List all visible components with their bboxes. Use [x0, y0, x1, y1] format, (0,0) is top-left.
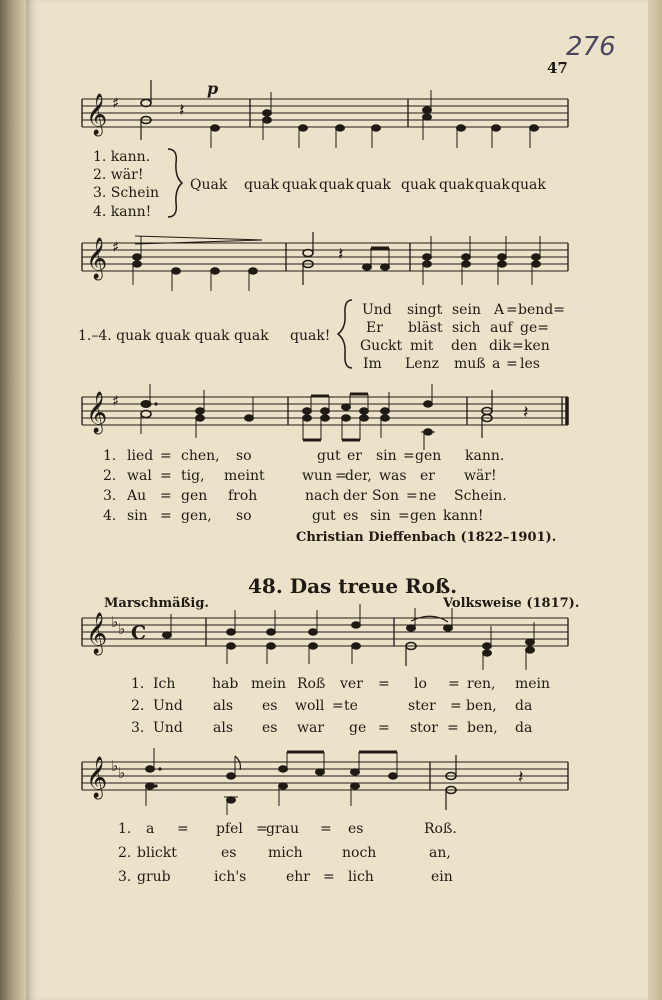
lyric-syllable: muß — [454, 356, 486, 372]
lyric-syllable: es — [348, 821, 364, 837]
lyric-syllable: nach — [305, 488, 340, 504]
lyric-syllable: dik — [489, 338, 511, 354]
lyric-syllable: grub — [137, 869, 171, 885]
lyric-syllable: = — [378, 720, 390, 736]
refrain-word: quak — [401, 177, 436, 193]
sharp-icon: ♯ — [112, 94, 120, 112]
lyric-syllable: grau — [266, 821, 300, 837]
lyric-syllable: noch — [342, 845, 377, 861]
lyric-syllable: = — [177, 821, 189, 837]
lyric-syllable: Er — [366, 320, 383, 336]
lyric-syllable: 4. — [103, 508, 117, 524]
lyric-syllable: A — [494, 302, 505, 318]
lyric-syllable: = — [256, 821, 268, 837]
lyric-syllable: 3. — [131, 720, 145, 736]
lyric-syllable: sin — [376, 448, 397, 464]
lyric-syllable: Son — [372, 488, 400, 504]
lyric-syllable: = — [160, 448, 172, 464]
lyric-syllable: tig, — [181, 468, 205, 484]
song2-source: Volksweise (1817). — [443, 596, 580, 611]
song1-s2-lead: 1.–4. quak quak quak quak — [78, 328, 269, 344]
lyric-syllable: kann. — [465, 448, 505, 464]
lyric-syllable: ehr — [286, 869, 310, 885]
lyric-syllable: Guckt — [360, 338, 403, 354]
lyric-syllable: lo — [414, 676, 427, 692]
lyric-syllable: woll — [295, 698, 325, 714]
lyric-syllable: sich — [452, 320, 481, 336]
lyric-syllable: es — [343, 508, 359, 524]
lyric-syllable: blickt — [137, 845, 177, 861]
lyric-syllable: da — [515, 698, 533, 714]
lyric-syllable: 2. — [103, 468, 117, 484]
lyric-syllable: der — [343, 488, 367, 504]
lyric-syllable: war — [297, 720, 325, 736]
flat-icon: ♭ — [111, 613, 119, 631]
flat-icon: ♭ — [118, 764, 126, 782]
lyric-syllable: ich's — [214, 869, 247, 885]
lyric-syllable: = — [160, 488, 172, 504]
refrain-word: quak — [356, 177, 391, 193]
lyric-syllable: 1. — [118, 821, 132, 837]
lyric-syllable: = — [320, 821, 332, 837]
lyric-syllable: = — [323, 869, 335, 885]
lyric-syllable: ein — [431, 869, 453, 885]
lyric-syllable: 2. — [131, 698, 145, 714]
lyric-syllable: ben, — [467, 720, 498, 736]
treble-clef-icon: 𝄞 — [86, 238, 108, 279]
lyric-syllable: es — [221, 845, 237, 861]
lyric-syllable: sein — [452, 302, 481, 318]
lyric-syllable: = — [512, 338, 524, 354]
song2-title: 48. Das treue Roß. — [248, 574, 458, 598]
lyric-syllable: mich — [268, 845, 303, 861]
lyric-syllable: = — [506, 302, 518, 318]
page-number: 47 — [547, 59, 568, 77]
lyric-syllable: gen — [181, 488, 208, 504]
lyric-syllable: = — [506, 356, 518, 372]
lyric-syllable: = — [447, 720, 459, 736]
flat-icon: ♭ — [111, 757, 119, 775]
lyric-syllable: da — [515, 720, 533, 736]
lyric-syllable: = — [403, 448, 415, 464]
lyric-syllable: a — [492, 356, 501, 372]
lyric-syllable: ver — [340, 676, 363, 692]
archive-number: 276 — [566, 32, 616, 62]
lyric-syllable: gut — [312, 508, 336, 524]
lyric-syllable: = — [378, 676, 390, 692]
lyric-syllable: gen — [410, 508, 437, 524]
lyric-syllable: froh — [228, 488, 258, 504]
song1-s1-verse-3: 3. Schein — [93, 185, 160, 201]
song1-s1-verse-1: 1. kann. — [93, 149, 151, 165]
lyric-syllable: ben, — [466, 698, 497, 714]
lyric-syllable: es — [262, 698, 278, 714]
lyric-syllable: ren, — [467, 676, 496, 692]
song1-s2-last: quak! — [290, 328, 331, 344]
lyric-syllable: es — [262, 720, 278, 736]
lyric-syllable: a — [146, 821, 155, 837]
sharp-icon: ♯ — [112, 392, 120, 410]
lyric-syllable: 2. — [118, 845, 132, 861]
lyric-syllable: = — [160, 508, 172, 524]
lyric-syllable: ken — [524, 338, 550, 354]
lyric-syllable: Im — [363, 356, 382, 372]
svg-text:𝄽: 𝄽 — [518, 767, 524, 788]
song1-s1-verse-4: 4. kann! — [93, 204, 152, 220]
lyric-syllable: wun — [302, 468, 333, 484]
lyric-syllable: wär! — [464, 468, 497, 484]
lyric-syllable: Lenz — [405, 356, 439, 372]
treble-clef-icon: 𝄞 — [86, 94, 108, 135]
common-time-icon: C — [131, 622, 147, 644]
lyric-syllable: sin — [370, 508, 391, 524]
song1-s1-verse-2: 2. wär! — [93, 167, 144, 183]
lyric-syllable: als — [213, 698, 234, 714]
lyric-syllable: mit — [410, 338, 434, 354]
lyric-syllable: = — [398, 508, 410, 524]
refrain-word: Quak — [190, 177, 228, 193]
lyric-syllable: ne — [419, 488, 437, 504]
refrain-word: quak — [244, 177, 279, 193]
song2-tempo: Marschmäßig. — [104, 596, 209, 611]
lyric-syllable: te — [344, 698, 358, 714]
lyric-syllable: ge — [349, 720, 367, 736]
lyric-syllable: = — [160, 468, 172, 484]
lyric-syllable: der, — [345, 468, 372, 484]
lyric-syllable: Au — [127, 488, 147, 504]
dynamic-mark: p — [207, 79, 219, 98]
lyric-syllable: so — [236, 508, 252, 524]
lyric-syllable: hab — [212, 676, 239, 692]
lyric-syllable: stor — [410, 720, 438, 736]
lyric-syllable: Und — [153, 720, 183, 736]
refrain-word: quak — [282, 177, 317, 193]
svg-text:𝄽: 𝄽 — [179, 100, 185, 121]
flat-icon: ♭ — [118, 620, 126, 638]
lyric-syllable: singt — [407, 302, 443, 318]
refrain-word: quak — [511, 177, 546, 193]
lyric-syllable: Und — [362, 302, 392, 318]
sharp-icon: ♯ — [112, 238, 120, 256]
lyric-syllable: Schein. — [454, 488, 507, 504]
lyric-syllable: = — [406, 488, 418, 504]
lyric-syllable: 3. — [118, 869, 132, 885]
lyric-syllable: gen — [415, 448, 442, 464]
treble-clef-icon: 𝄞 — [86, 613, 108, 654]
refrain-word: quak — [439, 177, 474, 193]
lyric-syllable: er — [347, 448, 362, 464]
lyric-syllable: mein — [251, 676, 287, 692]
lyric-syllable: sin — [127, 508, 148, 524]
lyric-syllable: Und — [153, 698, 183, 714]
lyric-syllable: ster — [408, 698, 436, 714]
lyric-syllable: pfel — [216, 821, 243, 837]
lyric-syllable: wal — [127, 468, 152, 484]
lyric-syllable: er — [420, 468, 435, 484]
song1-credit: Christian Dieffenbach (1822–1901). — [296, 530, 557, 545]
refrain-word: quak — [319, 177, 354, 193]
lyric-syllable: auf — [490, 320, 513, 336]
lyric-syllable: 1. — [103, 448, 117, 464]
lyric-syllable: was — [379, 468, 407, 484]
lyric-syllable: mein — [515, 676, 551, 692]
lyric-syllable: Ich — [153, 676, 176, 692]
lyric-syllable: gut — [317, 448, 341, 464]
lyric-syllable: Roß — [297, 676, 326, 692]
lyric-syllable: = — [450, 698, 462, 714]
lyric-syllable: les — [520, 356, 540, 372]
lyric-syllable: ge= — [520, 320, 549, 336]
lyric-syllable: bend= — [518, 302, 565, 318]
svg-text:𝄽: 𝄽 — [338, 244, 344, 265]
lyric-syllable: den — [451, 338, 478, 354]
treble-clef-icon: 𝄞 — [86, 392, 108, 433]
lyric-syllable: = — [335, 468, 347, 484]
lyric-syllable: meint — [224, 468, 265, 484]
lyric-syllable: 1. — [131, 676, 145, 692]
svg-text:𝄽: 𝄽 — [523, 402, 529, 423]
lyric-syllable: kann! — [443, 508, 484, 524]
lyric-syllable: Roß. — [424, 821, 457, 837]
lyric-syllable: lich — [348, 869, 374, 885]
treble-clef-icon: 𝄞 — [86, 757, 108, 798]
lyric-syllable: gen, — [181, 508, 212, 524]
lyric-syllable: an, — [429, 845, 451, 861]
refrain-word: quak — [475, 177, 510, 193]
lyric-syllable: = — [448, 676, 460, 692]
lyric-syllable: als — [213, 720, 234, 736]
lyric-syllable: = — [332, 698, 344, 714]
lyric-syllable: 3. — [103, 488, 117, 504]
lyric-syllable: chen, — [181, 448, 220, 464]
lyric-syllable: lied — [127, 448, 154, 464]
lyric-syllable: bläst — [408, 320, 443, 336]
lyric-syllable: so — [236, 448, 252, 464]
